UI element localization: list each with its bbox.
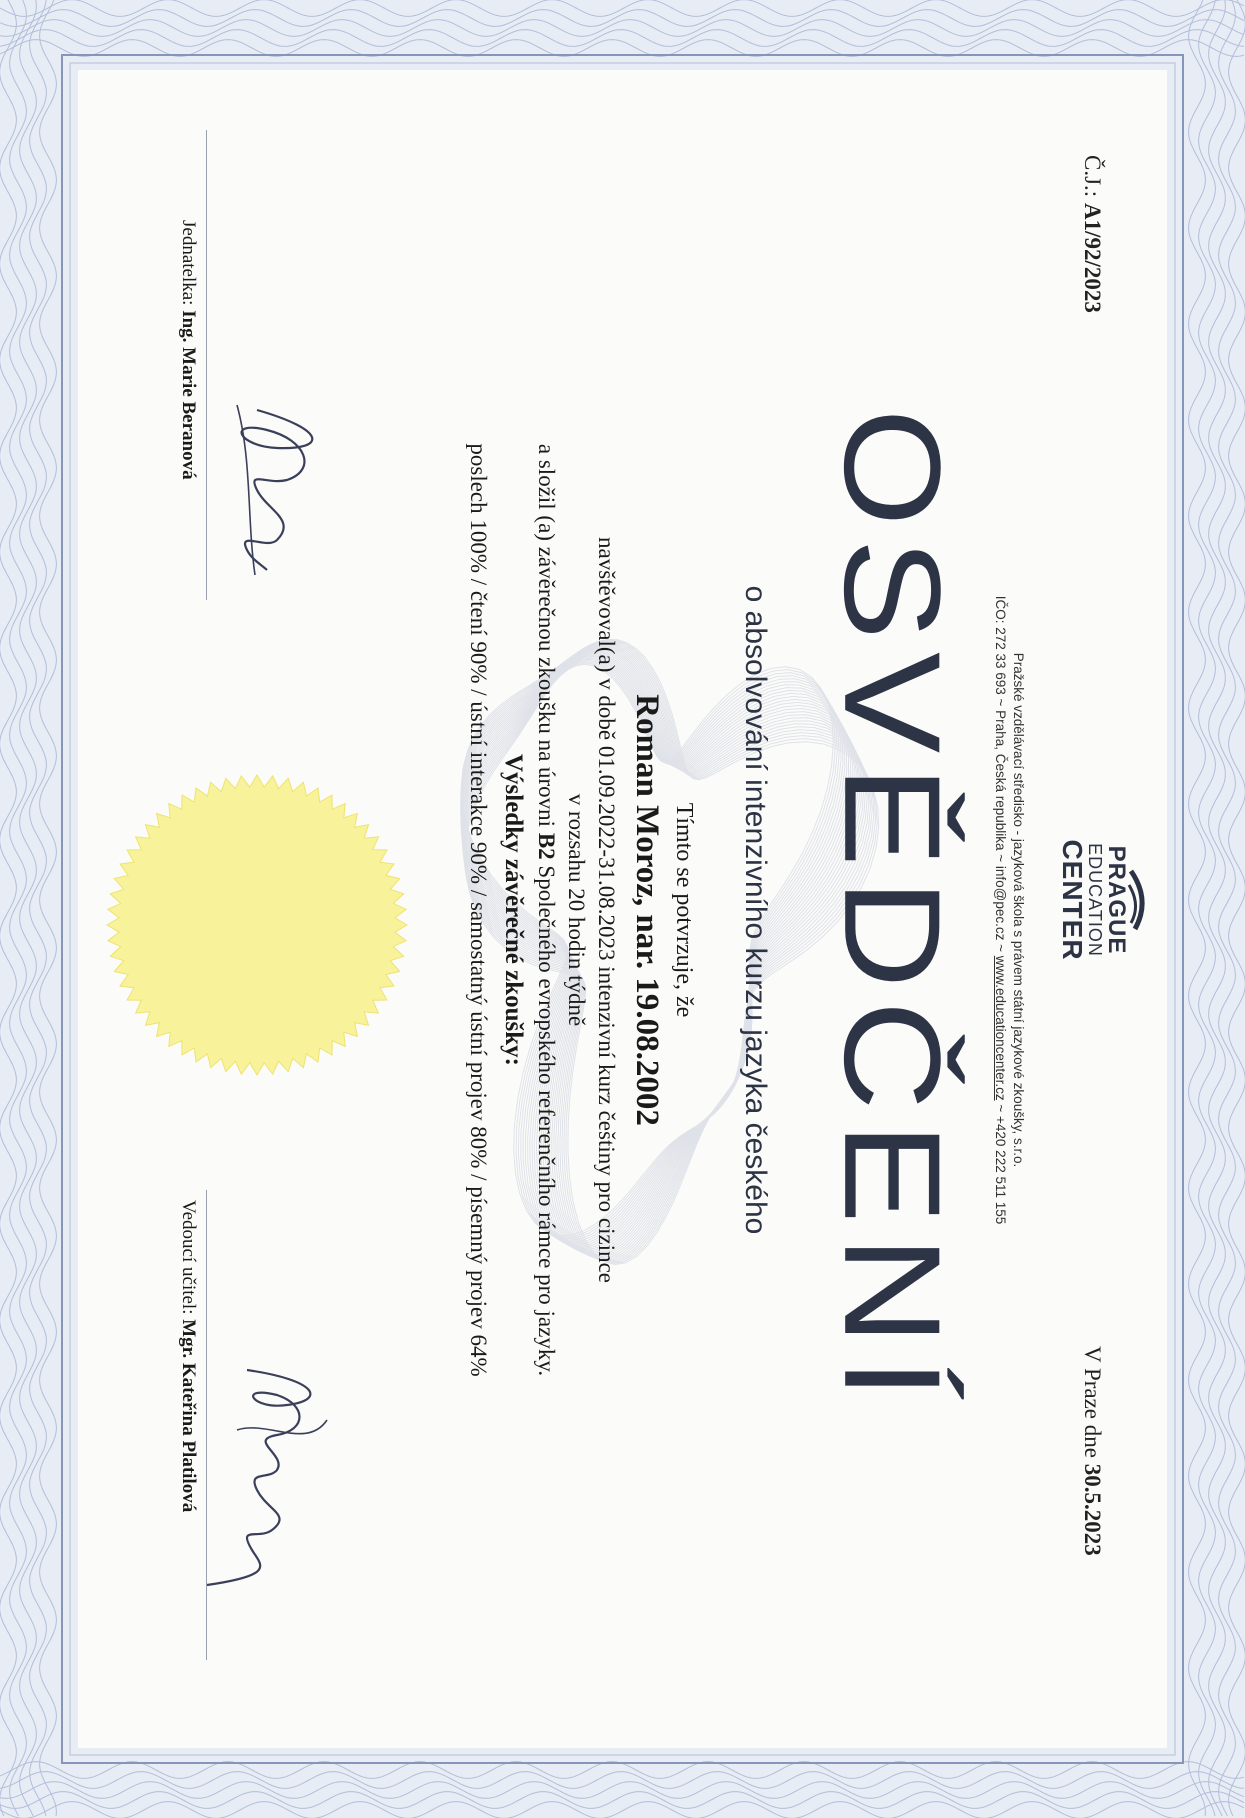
- issue-date: V Praze dne 30.5.2023: [1080, 1346, 1105, 1556]
- certificate-title: OSVĚDČENÍ: [815, 408, 969, 1412]
- logo-line-center: CENTER: [1057, 839, 1088, 961]
- reference-number: Č.J.: A1/92/2023: [1080, 155, 1105, 313]
- holder-name: Roman Moroz, nar. 19.08.2002: [629, 694, 665, 1126]
- prague-education-center-logo: [1059, 830, 1149, 970]
- exam-text: a složil (a) závěrečnou zkoušku na úrovni B2 Společného evropského referenčního rámce pro jazyky.: [534, 443, 559, 1377]
- institution-info: [991, 500, 1027, 1320]
- left-signature-label: Jednatelka: Ing. Marie Beranová: [178, 220, 199, 480]
- logo-line-prague: PRAGUE: [1103, 845, 1130, 955]
- logo-line-education: EDUCATION: [1085, 843, 1105, 957]
- exam-results: poslech 100% / čtení 90% / ústní interakce 90% / samostatný ústní projev 80% / písemný projev 64%: [466, 443, 491, 1377]
- left-signature: [207, 400, 347, 580]
- website-link[interactable]: www.educationcenter.cz: [993, 955, 1008, 1101]
- gold-seal: [102, 770, 412, 1080]
- institution-name: Pražské vzdělávací středisko - jazyková škola s právem státní jazykové zkoušky, s.r.o.: [1011, 652, 1026, 1168]
- attendance-text: navštěvoval(a) v době 01.09.2022-31.08.2023 intenzivní kurz češtiny pro cizince: [594, 536, 619, 1284]
- book-arc-icon: [1127, 865, 1149, 935]
- right-signature-label: Vedoucí učitel: Mgr. Kateřina Platilová: [178, 1200, 199, 1513]
- right-signature: [197, 1360, 347, 1590]
- confirmation-text: Tímto se potvrzuje, že: [671, 802, 697, 1018]
- certificate-sheet: [78, 70, 1167, 1748]
- institution-contacts: IČO: 272 33 693 ~ Praha, Česká republika ~ info@pec.cz ~ www.educationcenter.cz ~ +420 222 511 155: [993, 595, 1008, 1225]
- certificate-subtitle: o absolvování intenzivního kurzu jazyka českého: [739, 585, 772, 1235]
- results-heading: Výsledky závěrečné zkoušky:: [500, 753, 527, 1067]
- course-extent: v rozsahu 20 hodin týdně: [564, 793, 589, 1027]
